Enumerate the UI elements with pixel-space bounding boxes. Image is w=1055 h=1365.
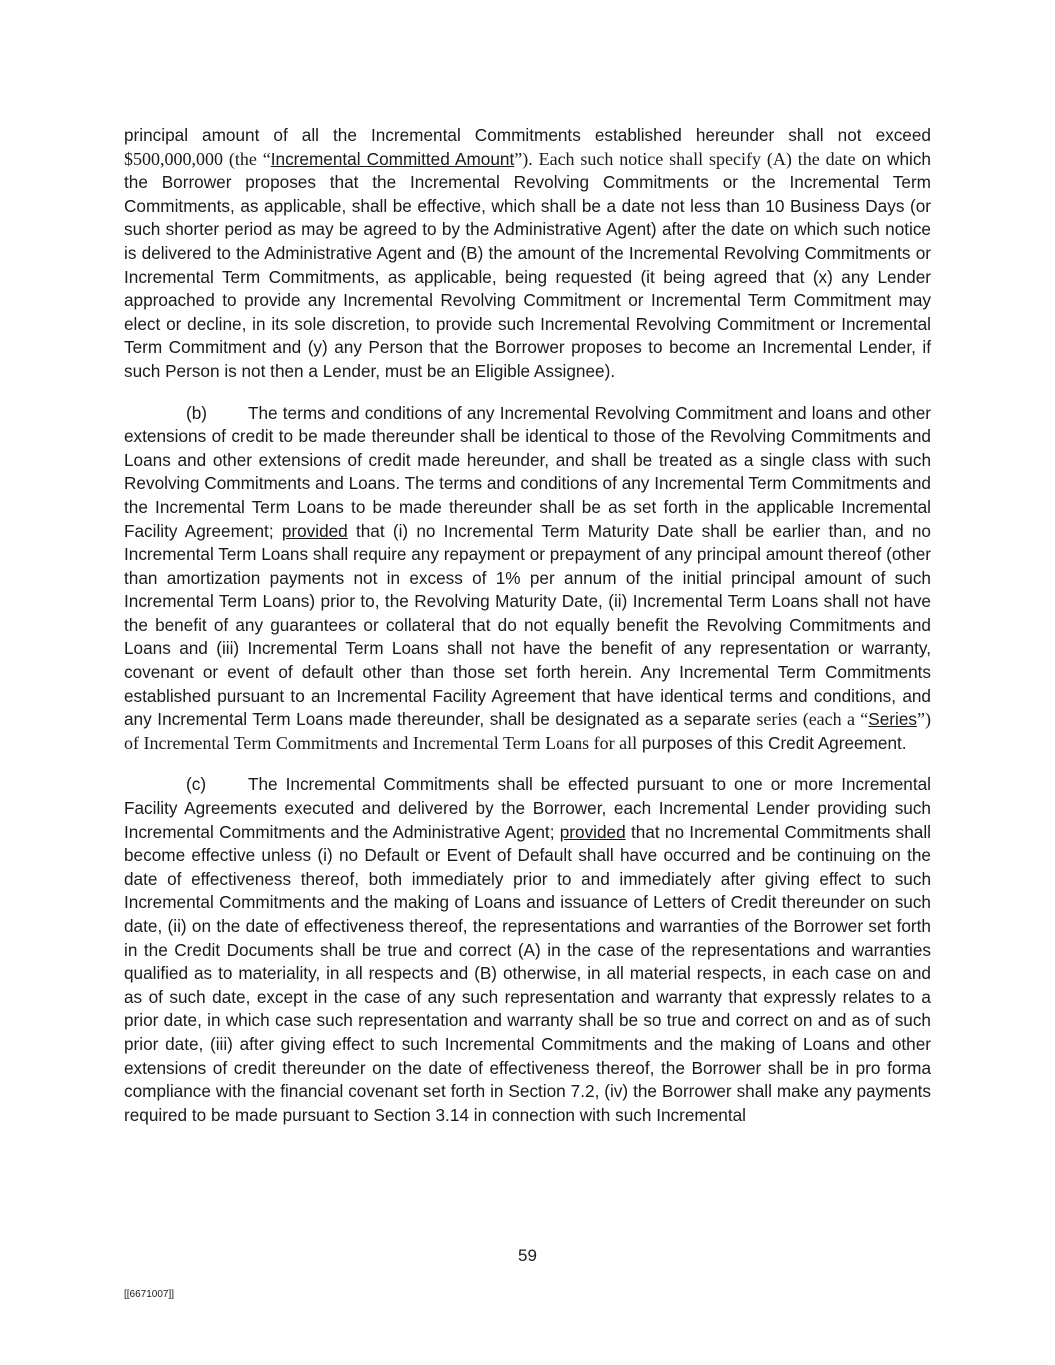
document-id: [[6671007]] (124, 1289, 175, 1300)
paragraph-b (124, 402, 931, 756)
paragraph-b-text-5: purposes of this Credit Agreement. (637, 732, 907, 753)
paragraph-a (124, 124, 931, 384)
paragraph-a-text-1: principal amount of all the Incremental Commitments established hereunder shall not exceed (124, 125, 931, 145)
document-body (124, 124, 931, 1145)
page-number: 59 (518, 1246, 537, 1265)
paragraph-c-text-2: that no Incremental Commitments shall become effective unless (i) no Default or Event of Default shall have occurred and be continuing on the date of effectiveness thereof, both immediately prior to and immediately after giving effect to such Incremental Commitments and the making of Loans and issuance of Letters of Credit thereunder on such date, (ii) on the date of effectiveness thereof, the representations and warranties of the Borrower set forth in the Credit Documents shall be true and correct (A) in the case of the representations and warranties qualified as to materiality, in all respects and (B) otherwise, in all material respects, in each case on and as of such date, except in the case of any such representation and warranty that expressly relates to a prior date, in which case such representation and warranty shall be so true and correct on and as of such prior date, (iii) after giving effect to such Incremental Commitments and the making of Loans and other extensions of credit thereunder on the date of effectiveness thereof, the Borrower shall be in pro forma compliance with the financial covenant set forth in Section 7.2, (iv) the Borrower shall make any payments required to be made pursuant to Section 3.14 in connection with such Incremental (124, 821, 931, 1125)
paragraph-c-provided: provided (559, 821, 626, 842)
paragraph-c-text-1: The Incremental Commitments shall be effected pursuant to one or more Incremental Facility Agreements executed and delivered by the Borrower, each Incremental Lender providing such Incremental Commitments and the Administrative Agent; (124, 774, 931, 842)
paragraph-a-notice-text: ”). Each such notice shall specify (A) the date (514, 148, 856, 169)
paragraph-a-text-4: on which the Borrower proposes that the Incremental Revolving Commitments or the Incremental Term Commitments, as applicable, shall be effective, which shall be a date not less than 10 Business Days (or such shorter period as may be agreed to by the Administrative Agent) after the date on which such notice is delivered to the Administrative Agent and (B) the amount of the Incremental Revolving Commitments or Incremental Term Commitments, as applicable, being requested (it being agreed that (x) any Lender approached to provide any Incremental Revolving Commitment or Incremental Term Commitment may elect or decline, in its sole discretion, to provide such Incremental Revolving Commitment or Incremental Term Commitment and (y) any Person that the Borrower proposes to become an Incremental Lender, if such Person is not then a Lender, must be an Eligible Assignee). (124, 148, 931, 381)
paragraph-a-amount-text: $500,000,000 (the “ (124, 148, 271, 169)
defined-term-series: Series (868, 709, 917, 730)
defined-term-incremental-committed-amount: Incremental Committed Amount (270, 148, 515, 169)
paragraph-b-provided: provided (281, 520, 348, 541)
paragraph-b-text-1: The terms and conditions of any Incremental Revolving Commitment and loans and other extensions of credit to be made thereunder shall be identical to those of the Revolving Commitments and Loans and other extensions of credit made hereunder, and shall be treated as a single class with such Revolving Commitments and Loans. The terms and conditions of any Incremental Term Commitments and the Incremental Term Loans to be made thereunder shall be as set forth in the applicable Incremental Facility Agreement; (124, 402, 931, 541)
paragraph-c (124, 773, 931, 1127)
paragraph-b-series-text-end: ”) of Incremental Term Commitments and Incremental Term Loans for all (124, 709, 931, 753)
paragraph-b-label: (b) (186, 402, 208, 423)
paragraph-b-series-text: series (each a “ (756, 709, 869, 730)
paragraph-c-label: (c) (186, 774, 207, 795)
paragraph-b-text-2: that (i) no Incremental Term Maturity Date shall be earlier than, and no Incremental Term Loans shall require any repayment or prepayment of any principal amount thereof (other than amortization payments not in excess of 1% per annum of the initial principal amount of such Incremental Term Loans) prior to, the Revolving Maturity Date, (ii) Incremental Term Loans shall not have the benefit of any guarantees or collateral that do not equally benefit the Revolving Commitments and Loans and (iii) Incremental Term Loans shall not have the benefit of any representation or warranty, covenant or event of default other than those set forth herein. Any Incremental Term Commitments established pursuant to an Incremental Facility Agreement that have identical terms and conditions, and any Incremental Term Loans made thereunder, shall be designated as a separate (124, 520, 931, 730)
